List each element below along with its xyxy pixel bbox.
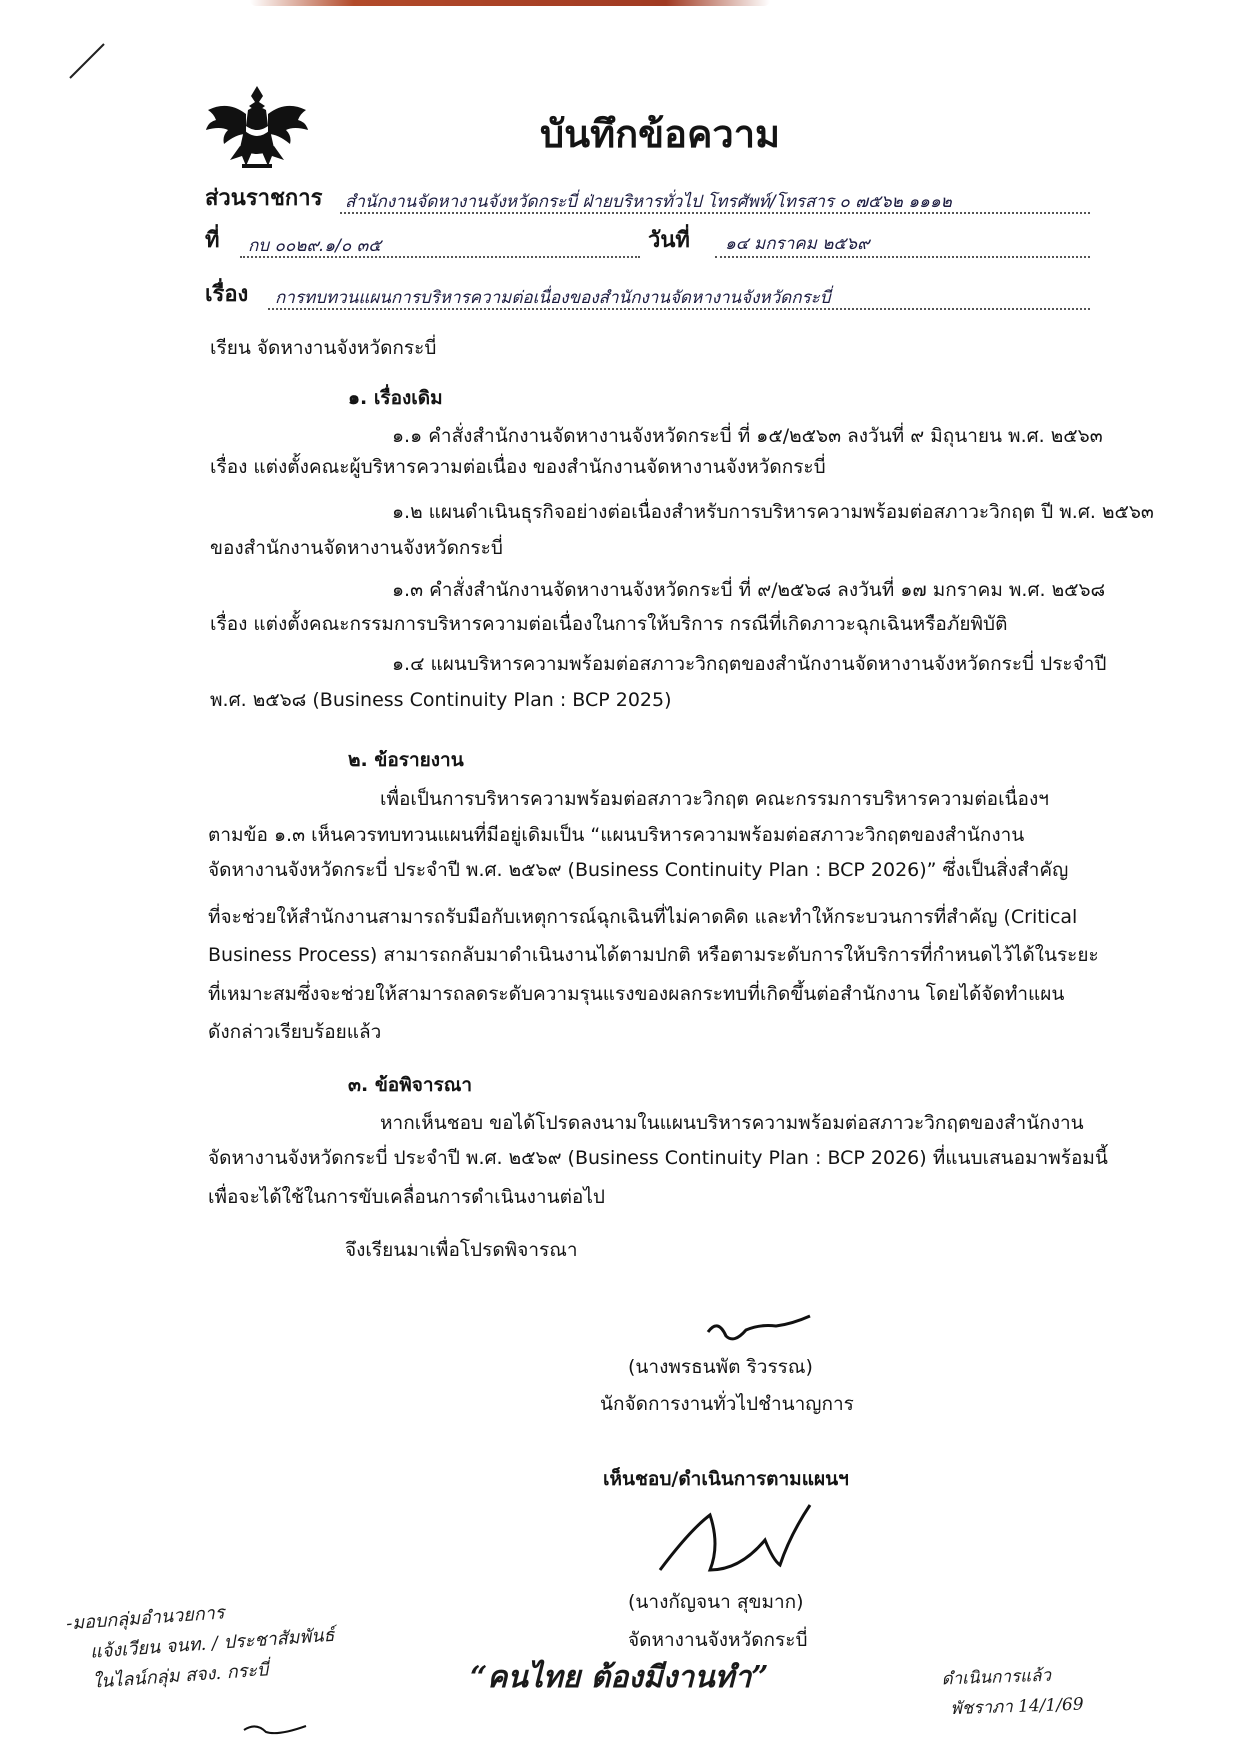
section3-heading: ๓. ข้อพิจารณา (348, 1074, 473, 1096)
approval-text: เห็นชอบ/ดำเนินการตามแผนฯ (603, 1468, 849, 1490)
signature-2 (650, 1500, 830, 1590)
section2-line: ที่จะช่วยให้สำนักงานสามารถรับมือกับเหตุการณ์ฉุกเฉินที่ไม่คาดคิด และทำให้กระบวนการที่สำคัญ (Critical (208, 906, 1078, 928)
signer2-position: จัดหางานจังหวัดกระบี่ (628, 1629, 808, 1651)
section2-line: ตามข้อ ๑.๓ เห็นควรทบทวนแผนที่มีอยู่เดิมเป็น “แผนบริหารความพร้อมต่อสภาวะวิกฤตของสำนักงาน (208, 824, 1025, 846)
note-right-line: ดำเนินการแล้ว (941, 1665, 1052, 1690)
section1-line: พ.ศ. ๒๕๖๘ (Business Continuity Plan : BCP 2025) (210, 689, 672, 711)
handwritten-note-right (941, 1660, 1084, 1725)
section1-line: เรื่อง แต่งตั้งคณะผู้บริหารความต่อเนื่อง ของสำนักงานจัดหางานจังหวัดกระบี่ (210, 456, 826, 478)
signer1-name: (นางพรธนพัต ริวรรณ) (628, 1356, 813, 1378)
section1-line: ของสำนักงานจัดหางานจังหวัดกระบี่ (210, 537, 503, 559)
section3-line: หากเห็นชอบ ขอได้โปรดลงนามในแผนบริหารความพร้อมต่อสภาวะวิกฤตของสำนักงาน (380, 1112, 1084, 1134)
section1-line: ๑.๔ แผนบริหารความพร้อมต่อสภาวะวิกฤตของสำนักงานจัดหางานจังหวัดกระบี่ ประจำปี (392, 653, 1107, 675)
section1-line: ๑.๓ คำสั่งสำนักงานจัดหางานจังหวัดกระบี่ ที่ ๙/๒๕๖๘ ลงวันที่ ๑๗ มกราคม พ.ศ. ๒๕๖๘ (392, 579, 1106, 601)
section2-line: ดังกล่าวเรียบร้อยแล้ว (208, 1021, 382, 1043)
garuda-emblem-icon (202, 80, 312, 172)
ref-dotted-line (240, 256, 640, 258)
closing-line: จึงเรียนมาเพื่อโปรดพิจารณา (345, 1239, 578, 1261)
top-edge-stain (250, 0, 770, 6)
note-right-line: พัชราภา 14/1/69 (950, 1694, 1084, 1720)
section1-line: เรื่อง แต่งตั้งคณะกรรมการบริหารความต่อเนื่องในการให้บริการ กรณีที่เกิดภาวะฉุกเฉินหรือภัยพิบัติ (210, 613, 1008, 635)
agency-value: สำนักงานจัดหางานจังหวัดกระบี่ ฝ่ายบริหารทั่วไป โทรศัพท์/โทรสาร ๐ ๗๕๖๒ ๑๑๑๒ (345, 192, 952, 212)
ref-label: ที่ (205, 228, 220, 253)
slogan: “คนไทย ต้องมีงานทำ” (470, 1660, 769, 1695)
section2-line: Business Process) สามารถกลับมาดำเนินงานได้ตามปกติ หรือตามระดับการให้บริการที่กำหนดไว้ได้ในระยะ (208, 944, 1099, 966)
signer2-name: (นางกัญจนา สุขมาก) (628, 1591, 804, 1613)
agency-dotted-line (340, 212, 1090, 214)
date-label: วันที่ (648, 228, 690, 253)
section1-heading: ๑. เรื่องเดิม (348, 387, 443, 409)
note-left-line: ในไลน์กลุ่ม สจง. กระบี่ (91, 1659, 270, 1693)
note-left-line: -มอบกลุ่มอำนวยการ (65, 1602, 226, 1635)
note-left-line: แจ้งเวียน จนท. / ประชาสัมพันธ์ (89, 1624, 336, 1663)
section2-line: เพื่อเป็นการบริหารความพร้อมต่อสภาวะวิกฤต คณะกรรมการบริหารความต่อเนื่องฯ (380, 788, 1049, 810)
section1-line: ๑.๑ คำสั่งสำนักงานจัดหางานจังหวัดกระบี่ ที่ ๑๕/๒๕๖๓ ลงวันที่ ๙ มิถุนายน พ.ศ. ๒๕๖๓ (392, 425, 1103, 447)
date-dotted-line (715, 256, 1090, 258)
salutation: เรียน จัดหางานจังหวัดกระบี่ (210, 337, 437, 359)
section2-heading: ๒. ข้อรายงาน (348, 749, 464, 771)
handwritten-note-left (65, 1591, 337, 1699)
section2-line: จัดหางานจังหวัดกระบี่ ประจำปี พ.ศ. ๒๕๖๙ (Business Continuity Plan : BCP 2026)” ซึ่งเป็นสิ่งสำคัญ (208, 859, 1069, 881)
ref-value: กบ ๐๐๒๙.๑/๐ ๓๕ (248, 236, 382, 256)
subject-value: การทบทวนแผนการบริหารความต่อเนื่องของสำนักงานจัดหางานจังหวัดกระบี่ (275, 288, 831, 308)
section3-line: เพื่อจะได้ใช้ในการขับเคลื่อนการดำเนินงานต่อไป (208, 1186, 605, 1208)
pen-mark (62, 40, 112, 85)
section1-line: ๑.๒ แผนดำเนินธุรกิจอย่างต่อเนื่องสำหรับการบริหารความพร้อมต่อสภาวะวิกฤต ปี พ.ศ. ๒๕๖๓ (392, 501, 1154, 523)
date-value: ๑๔ มกราคม ๒๕๖๙ (725, 234, 870, 254)
section3-line: จัดหางานจังหวัดกระบี่ ประจำปี พ.ศ. ๒๕๖๙ (Business Continuity Plan : BCP 2026) ที่แนบเสนอมาพร้อมนี้ (208, 1147, 1108, 1169)
initials-mark (240, 1718, 310, 1738)
subject-label: เรื่อง (205, 282, 249, 307)
signer1-position: นักจัดการงานทั่วไปชำนาญการ (600, 1393, 854, 1415)
subject-dotted-line (268, 308, 1090, 310)
section2-line: ที่เหมาะสมซึ่งจะช่วยให้สามารถลดระดับความรุนแรงของผลกระทบที่เกิดขึ้นต่อสำนักงาน โดยได้จัดทำแผน (208, 983, 1065, 1005)
document-title: บันทึกข้อความ (540, 112, 781, 156)
signature-1 (700, 1310, 820, 1350)
agency-label: ส่วนราชการ (205, 186, 323, 211)
